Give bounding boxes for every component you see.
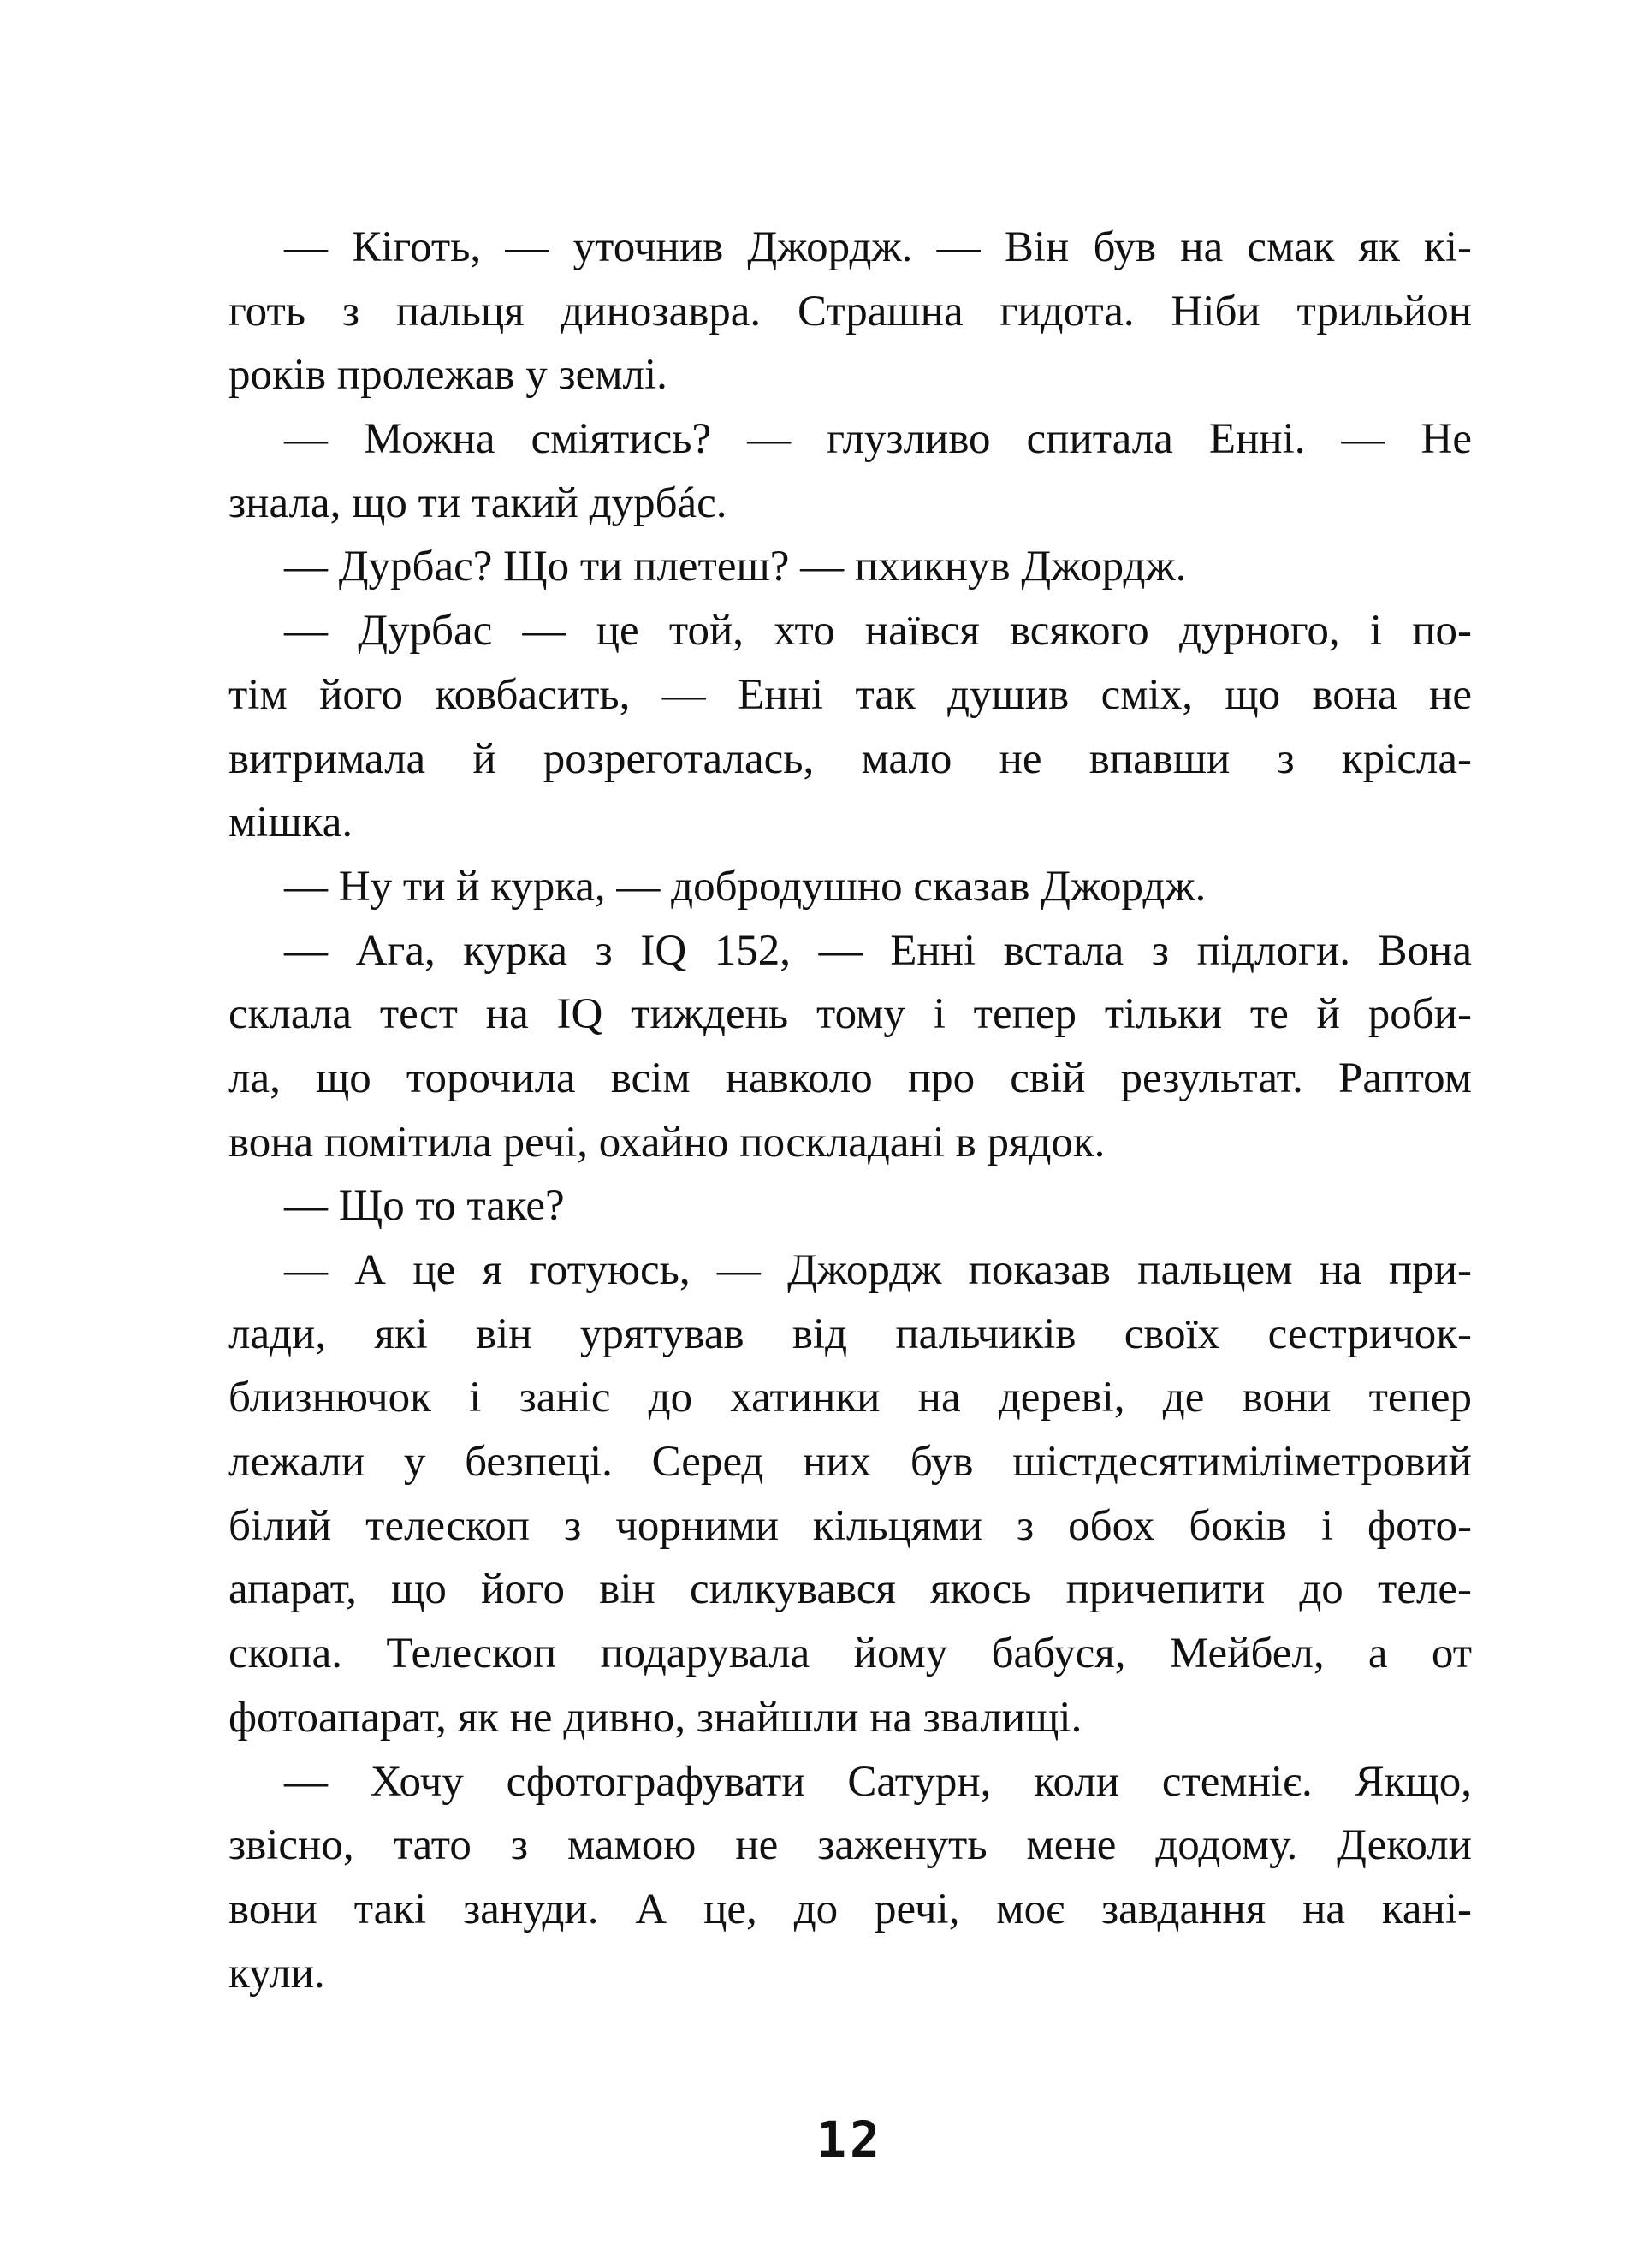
text-line: звісно, тато з мамою не заженуть мене додому. Деколи — [228, 1821, 1472, 1870]
text-line: білий телескоп з чорними кільцями з обох боків і фото- — [228, 1501, 1472, 1550]
text-line: лади, які він урятував від пальчиків своїх сестричок- — [228, 1309, 1472, 1358]
text-line: ла, що торочила всім навколо про свій результат. Раптом — [228, 1054, 1472, 1102]
text-line: мішка. — [228, 799, 353, 847]
text-line: лежали у безпеці. Серед них був шістдесятиміліметровий — [228, 1438, 1472, 1487]
text-line: кули. — [228, 1949, 325, 1998]
text-line: склала тест на IQ тиждень тому і тепер тільки те й роби- — [228, 990, 1472, 1039]
text-line: вони такі зануди. А це, до речі, моє завдання на кані- — [228, 1885, 1472, 1933]
text-line: — Ага, курка з IQ 152, — Енні встала з підлоги. Вона — [284, 926, 1472, 975]
text-line: — Дурбас — це той, хто наївся всякого дурного, і по- — [284, 607, 1472, 656]
text-line: років пролежав у землі. — [228, 351, 667, 400]
text-line: — А це я готуюсь, — Джордж показав пальцем на при- — [284, 1246, 1472, 1294]
text-line: — Ну ти й курка, — добродушно сказав Джордж. — [284, 862, 1207, 911]
text-line: — Дурбас? Що ти плетеш? — пхикнув Джордж. — [284, 543, 1187, 591]
text-line: витримала й розреготалась, мало не впавши з крісла- — [228, 734, 1472, 783]
text-line: готь з пальця динозавра. Страшна гидота. Ніби трильйон — [228, 287, 1472, 335]
text-line: — Хочу сфотографувати Сатурн, коли стемніє. Якщо, — [284, 1757, 1472, 1806]
text-line: знала, що ти такий дурбáс. — [228, 478, 727, 527]
page-number: 12 — [816, 2111, 883, 2169]
text-line: — Що то таке? — [284, 1182, 565, 1231]
text-line: тім його ковбасить, — Енні так душив сміх, що вона не — [228, 670, 1472, 719]
text-line: — Кіготь, — уточнив Джордж. — Він був на смак як кі- — [284, 223, 1472, 271]
text-line: вона помітила речі, охайно поскладані в рядок. — [228, 1118, 1106, 1167]
body-text — [228, 216, 1472, 2005]
text-line: скопа. Телескоп подарувала йому бабуся, Мейбел, а от — [228, 1630, 1472, 1678]
text-line: близнючок і заніс до хатинки на дереві, де вони тепер — [228, 1374, 1472, 1422]
text-line: — Можна сміятись? — глузливо спитала Енні. — Не — [284, 415, 1472, 464]
text-line: фотоапарат, як не дивно, знайшли на звалищі. — [228, 1693, 1082, 1742]
text-line: апарат, що його він силкувався якось причепити до теле- — [228, 1565, 1472, 1614]
